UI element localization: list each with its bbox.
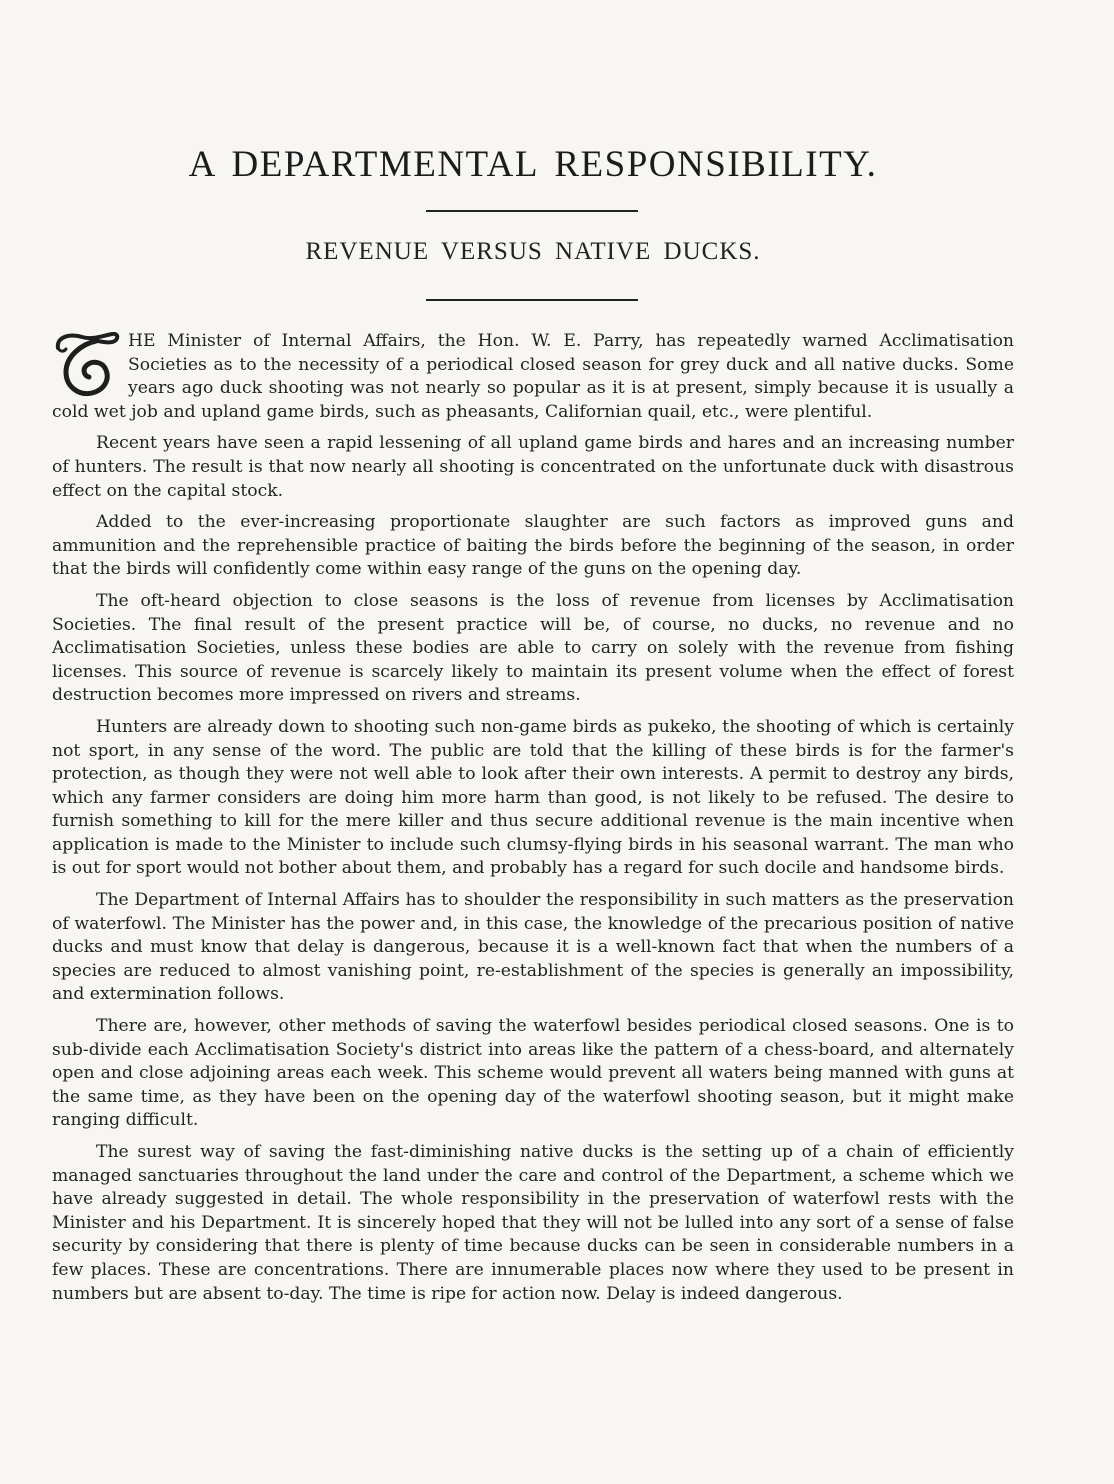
paragraph-8: The surest way of saving the fast-diminishing native ducks is the setting up of a chain of efficiently managed sanctuaries throughout the land under the care and control of the Department, a scheme which we have already suggested in detail. The whole responsibility in the preservation of waterfowl rests with the Minister and his Department. It is sincerely hoped that they will not be lulled into any sort of a sense of false security by considering that there is plenty of time because ducks can be seen in considerable numbers in a few places. These are concentrations. There are innumerable places now where they used to be present in numbers but are absent to-day. The time is ripe for action now. Delay is indeed dangerous.: [52, 1142, 1014, 1304]
paragraph-2: Recent years have seen a rapid lessening of all upland game birds and hares and an increasing number of hunters. The result is that now nearly all shooting is concentrated on the unfortunate duck with disastrous effect on the capital stock.: [52, 433, 1014, 501]
drop-cap-t-icon: [52, 332, 122, 398]
first-paragraph-text: HE Minister of Internal Affairs, the Hon. W. E. Parry, has repeatedly warned Acclimatisation Societies as to the necessity of a periodical closed season for grey duck and all native ducks. Some years ago duck shooting was not nearly so popular as it is at present, simply because it is usually a cold wet job and upland game birds, such as pheasants, Californian quail, etc., were plentiful.: [52, 331, 1014, 422]
paragraph-5: Hunters are already down to shooting such non-game birds as pukeko, the shooting of which is certainly not sport, in any sense of the word. The public are told that the killing of these birds is for the farmer's protection, as though they were not well able to look after their own interests. A permit to destroy any birds, which any farmer considers are doing him more harm than good, is not likely to be refused. The desire to furnish something to kill for the mere killer and thus secure additional revenue is the main incentive when application is made to the Minister to include such clumsy-flying birds in his seasonal warrant. The man who is out for sport would not bother about them, and probably has a regard for such docile and handsome birds.: [52, 716, 1014, 879]
document-page: [52, 0, 1014, 1484]
article-body: [52, 330, 1014, 1314]
page-subtitle: REVENUE VERSUS NATIVE DUCKS.: [305, 238, 761, 265]
paragraph-6: The Department of Internal Affairs has to shoulder the responsibility in such matters as the preservation of waterfowl. The Minister has the power and, in this case, the knowledge of the precarious position of native ducks and must know that delay is dangerous, because it is a well-known fact that when the numbers of a species are reduced to almost vanishing point, re-establishment of the species is generally an impossibility, and extermination follows.: [52, 890, 1014, 1005]
title-divider: [426, 210, 638, 212]
paragraph-3: Added to the ever-increasing proportionate slaughter are such factors as improved guns and ammunition and the reprehensible practice of baiting the birds before the beginning of the season, in order that the birds will confidently come within easy range of the guns on the opening day.: [52, 512, 1014, 580]
subtitle-divider: [426, 299, 638, 301]
paragraph-1: [52, 330, 1014, 424]
paragraph-7: There are, however, other methods of saving the waterfowl besides periodical closed seasons. One is to sub-divide each Acclimatisation Society's district into areas like the pattern of a chess-board, and alternately open and close adjoining areas each week. This scheme would prevent all waters being manned with guns at the same time, as they have been on the opening day of the waterfowl shooting season, but it might make ranging difficult.: [52, 1016, 1014, 1131]
paragraph-4: The oft-heard objection to close seasons is the loss of revenue from licenses by Acclimatisation Societies. The final result of the present practice will be, of course, no ducks, no revenue and no Acclimatisation Societies, unless these bodies are able to carry on solely with the revenue from fishing licenses. This source of revenue is scarcely likely to maintain its present volume when the effect of forest destruction becomes more impressed on rivers and streams.: [52, 590, 1014, 706]
page-title: A DEPARTMENTAL RESPONSIBILITY.: [188, 144, 878, 185]
